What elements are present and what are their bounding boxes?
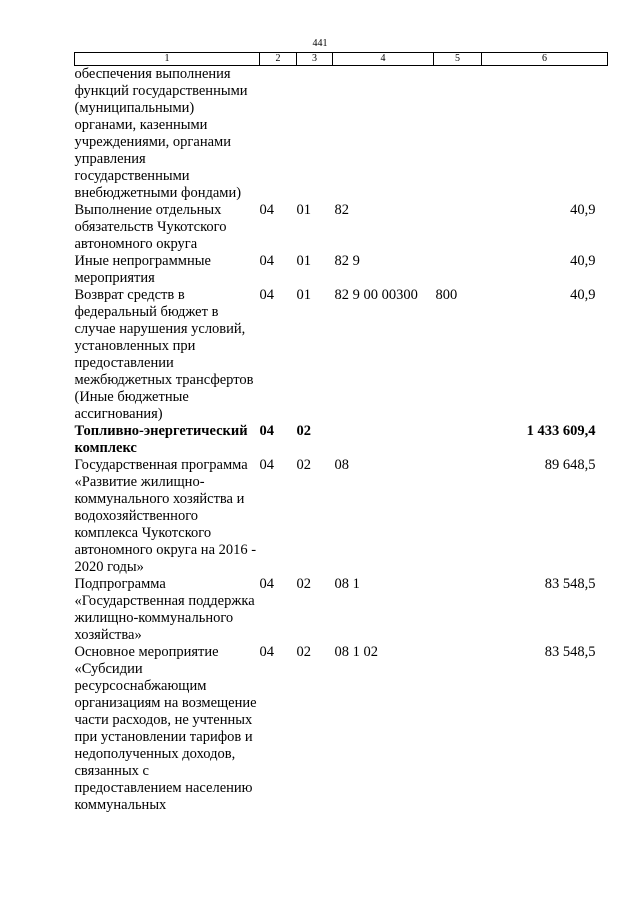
table-row [75,576,608,644]
row-section: 04 [259,576,274,592]
row-expense-type [434,202,482,253]
row-subsection: 01 [296,287,311,303]
row-expense-type [434,423,482,457]
table-row [75,66,608,203]
row-amount: 40,9 [570,202,596,218]
row-amount: 89 648,5 [544,457,596,473]
column-header-4: 4 [333,53,434,66]
row-section: 04 [259,202,274,218]
row-section: 04 [259,457,274,473]
row-expense-type [434,576,482,644]
row-amount: 83 548,5 [544,576,596,592]
table-row [75,423,608,457]
row-expense-type [434,66,482,203]
table-header [75,53,608,66]
column-header-5: 5 [434,53,482,66]
row-name: Подпрограмма «Государственная поддержка жилищно-коммунального хозяйства» [74,576,255,643]
row-target-article: 08 [334,457,349,473]
row-section: 04 [259,644,274,660]
row-name: Топливно-энергетический комплекс [74,423,248,456]
row-expense-type [434,457,482,576]
row-section: 04 [259,423,274,439]
row-amount [482,66,608,203]
row-subsection: 02 [296,644,311,660]
row-subsection [297,66,333,203]
column-header-1: 1 [75,53,260,66]
row-amount: 83 548,5 [544,644,596,660]
row-expense-type: 800 [435,287,458,303]
row-amount: 1 433 609,4 [526,423,596,439]
row-target-article: 82 9 00 00300 [334,287,418,303]
row-subsection: 02 [296,457,311,473]
row-subsection: 02 [296,576,311,592]
table-row [75,253,608,287]
page-number: 441 [312,38,328,49]
row-target-article: 08 1 [334,576,360,592]
row-section [260,66,297,203]
row-target-article: 08 1 02 [334,644,378,660]
row-target-article: 82 9 [334,253,360,269]
table-row [75,457,608,576]
row-name: Основное мероприятие «Субсидии ресурсоснабжающим организациям на возмещение части расходов, не учтенных при установлении тарифов и недополученных доходов, связанных с предоставлением населению коммунальных [74,644,257,813]
column-header-2: 2 [260,53,297,66]
column-header-3: 3 [297,53,333,66]
row-section: 04 [259,287,274,303]
row-target-article: 82 [334,202,349,218]
row-subsection: 02 [296,423,311,439]
row-name: Иные непрограммные мероприятия [74,253,211,286]
row-expense-type [434,644,482,814]
table-row [75,644,608,814]
row-expense-type [434,253,482,287]
row-name: Выполнение отдельных обязательств Чукотского автономного округа [74,202,227,252]
row-section: 04 [259,253,274,269]
row-subsection: 01 [296,253,311,269]
row-name: обеспечения выполнения функций государственными (муниципальными) органами, казенными учреждениями, органами управления государственными внебюджетными фондами) [74,66,248,201]
row-name: Государственная программа «Развитие жилищно-коммунального хозяйства и водохозяйственного комплекса Чукотского автономного округа на 2016 - 2020 годы» [74,457,257,575]
row-amount: 40,9 [570,253,596,269]
table-row [75,202,608,253]
row-amount: 40,9 [570,287,596,303]
column-header-6: 6 [482,53,608,66]
row-target-article [333,66,434,203]
row-subsection: 01 [296,202,311,218]
budget-table [74,52,608,814]
row-name: Возврат средств в федеральный бюджет в случае нарушения условий, установленных при предоставлении межбюджетных трансфертов (Иные бюджетные ассигнования) [74,287,254,422]
row-target-article [333,423,434,457]
table-row [75,287,608,423]
